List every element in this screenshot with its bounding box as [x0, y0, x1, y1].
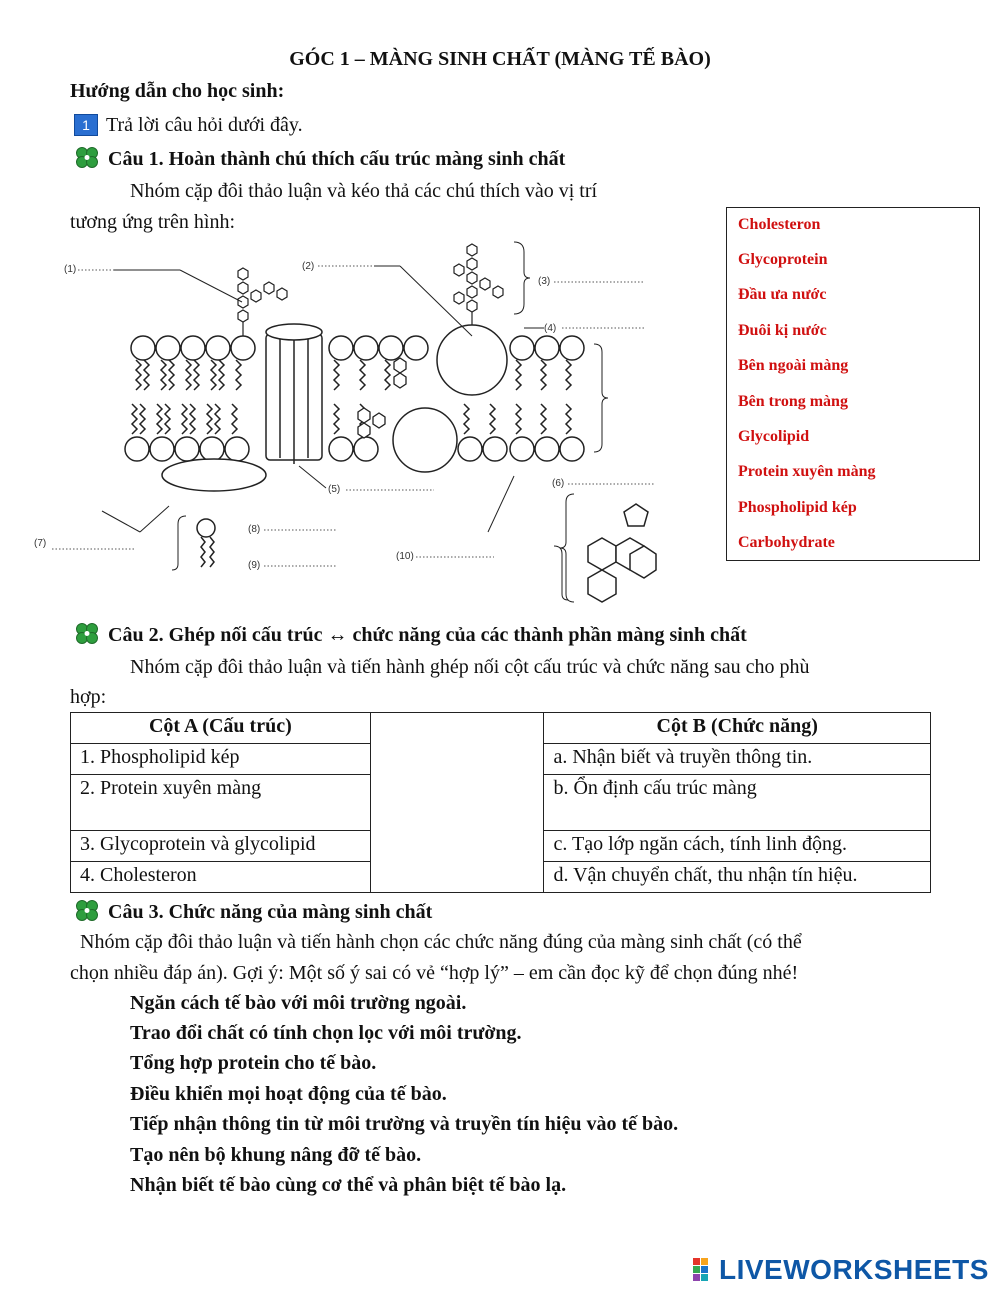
col-a-item[interactable]: 4. Cholesteron — [71, 862, 371, 893]
channel-protein — [266, 324, 322, 464]
q2-instruction-line2: hợp: — [70, 686, 107, 708]
peripheral-protein — [162, 459, 266, 491]
q3-option[interactable]: Nhận biết tế bào cùng cơ thể và phân biệt tế bào lạ. — [130, 1174, 567, 1196]
col-a-item[interactable]: 2. Protein xuyên màng — [71, 775, 371, 831]
diagram-label-8[interactable]: (8) — [248, 524, 261, 535]
outer-lipid-heads — [131, 336, 584, 360]
col-a-header: Cột A (Cấu trúc) — [71, 713, 371, 744]
diagram-label-2[interactable]: (2) — [302, 261, 315, 272]
col-b-item[interactable]: c. Tạo lớp ngăn cách, tính linh động. — [544, 831, 931, 862]
q3-option[interactable]: Trao đổi chất có tính chọn lọc với môi trường. — [130, 1022, 522, 1044]
clover-icon — [74, 899, 100, 923]
label-bank-item[interactable]: Glycolipid — [738, 428, 810, 445]
label-bank-item[interactable]: Đuôi kị nước — [738, 322, 827, 339]
col-b-item[interactable]: b. Ổn định cấu trúc màng — [544, 775, 931, 831]
instructions-heading: Hướng dẫn cho học sinh: — [70, 80, 285, 102]
q1-heading-row — [74, 146, 565, 171]
logo-text: LIVEWORKSHEETS — [719, 1254, 989, 1285]
label-bank-item[interactable]: Carbohydrate — [738, 534, 835, 551]
membrane-diagram — [34, 236, 694, 608]
col-b-item[interactable]: d. Vận chuyển chất, thu nhận tín hiệu. — [544, 862, 931, 893]
label-bank-item[interactable]: Đầu ưa nước — [738, 286, 827, 303]
q3-heading: Câu 3. Chức năng của màng sinh chất — [108, 901, 433, 923]
col-a-item[interactable]: 1. Phospholipid kép — [71, 744, 371, 775]
q3-option[interactable]: Tạo nên bộ khung nâng đỡ tế bào. — [130, 1144, 422, 1166]
label-bank-item[interactable]: Protein xuyên màng — [738, 463, 876, 480]
q1-instruction-line1: Nhóm cặp đôi thảo luận và kéo thả các chú thích vào vị trí — [130, 180, 598, 202]
q3-option[interactable]: Điều khiển mọi hoạt động của tế bào. — [130, 1083, 447, 1105]
q3-option[interactable]: Tổng hợp protein cho tế bào. — [130, 1052, 377, 1074]
label-bank-item[interactable]: Cholesteron — [738, 216, 821, 233]
label-bank — [726, 207, 980, 561]
page-title: GÓC 1 – MÀNG SINH CHẤT (MÀNG TẾ BÀO) — [289, 48, 711, 70]
diagram-label-7[interactable]: (7) — [34, 538, 47, 549]
label-bank-item[interactable]: Glycoprotein — [738, 251, 828, 268]
q3-instruction-line2: chọn nhiều đáp án). Gợi ý: Một số ý sai có vẻ “hợp lý” – em cần đọc kỹ để chọn đúng nhé! — [70, 962, 799, 984]
matching-table — [70, 712, 931, 893]
col-b-header: Cột B (Chức năng) — [544, 713, 931, 744]
label-bank-item[interactable]: Phospholipid kép — [738, 499, 857, 516]
integral-protein — [393, 408, 457, 472]
label-bank-item[interactable]: Bên ngoài màng — [738, 357, 849, 374]
logo-icon — [693, 1258, 717, 1282]
clover-icon — [74, 146, 100, 170]
matching-area[interactable] — [370, 713, 544, 893]
label-bank-item[interactable]: Bên trong màng — [738, 393, 848, 410]
diagram-label-6[interactable]: (6) — [552, 478, 565, 489]
q2-instruction-line1: Nhóm cặp đôi thảo luận và tiến hành ghép nối cột cấu trúc và chức năng sau cho phù — [130, 656, 810, 678]
diagram-label-3[interactable]: (3) — [538, 276, 551, 287]
col-a-item[interactable]: 3. Glycoprotein và glycolipid — [71, 831, 371, 862]
step-number-badge: 1 — [74, 114, 98, 136]
diagram-label-9[interactable]: (9) — [248, 560, 261, 571]
clover-icon — [74, 622, 100, 646]
step-text: Trả lời câu hỏi dưới đây. — [106, 114, 303, 136]
diagram-label-10[interactable]: (10) — [396, 551, 414, 562]
diagram-label-4[interactable]: (4) — [544, 323, 557, 334]
q3-option[interactable]: Tiếp nhận thông tin từ môi trường và truyền tín hiệu vào tế bào. — [130, 1113, 679, 1135]
q2-heading: Câu 2. Ghép nối cấu trúc ↔ chức năng của các thành phần màng sinh chất — [108, 624, 747, 646]
diagram-label-5[interactable]: (5) — [328, 484, 341, 495]
q3-option[interactable]: Ngăn cách tế bào với môi trường ngoài. — [130, 992, 467, 1014]
q1-heading: Câu 1. Hoàn thành chú thích cấu trúc màng sinh chất — [108, 148, 566, 170]
q1-instruction-line2: tương ứng trên hình: — [70, 211, 236, 233]
step-instruction — [74, 114, 303, 137]
q3-heading-row — [74, 899, 432, 924]
liveworksheets-logo — [693, 1254, 989, 1286]
col-b-item[interactable]: a. Nhận biết và truyền thông tin. — [544, 744, 931, 775]
q2-heading-row — [74, 622, 747, 647]
q3-instruction-line1: Nhóm cặp đôi thảo luận và tiến hành chọn các chức năng đúng của màng sinh chất (có thể — [80, 931, 802, 953]
diagram-label-1[interactable]: (1) — [64, 264, 77, 275]
